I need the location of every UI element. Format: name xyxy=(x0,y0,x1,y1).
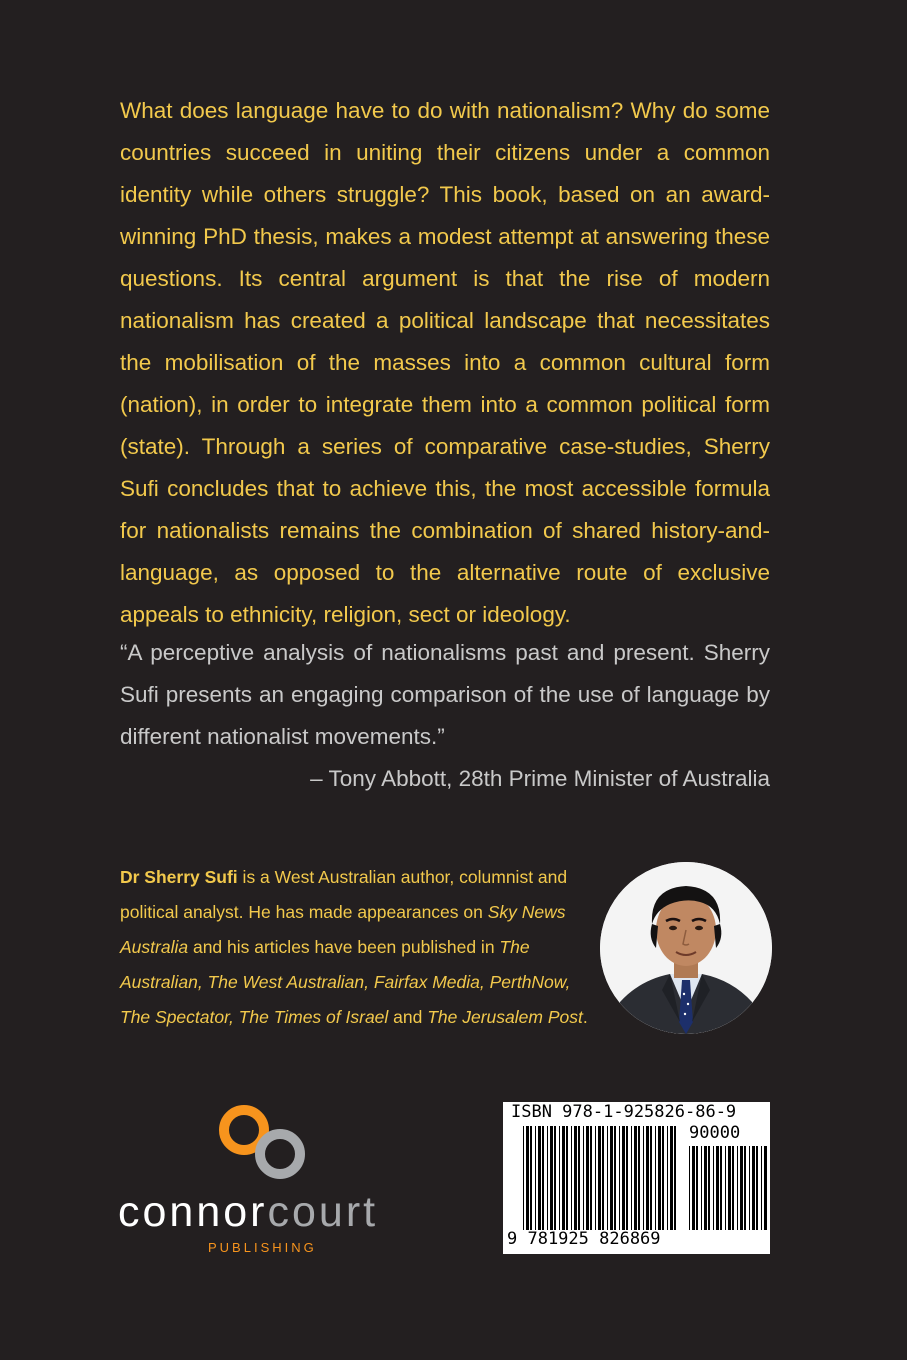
barcode-bar xyxy=(523,1126,524,1230)
barcode-bar xyxy=(655,1126,656,1230)
barcode-bar xyxy=(550,1126,553,1230)
barcode-bar xyxy=(728,1146,731,1230)
barcode-bar xyxy=(701,1146,702,1230)
bio-outlet-sky-news: Sky News Australia xyxy=(120,902,566,957)
isbn-label: ISBN 978-1-925826-86-9 xyxy=(511,1102,737,1122)
barcode-bar xyxy=(713,1146,714,1230)
bio-outlets-list: The Australian, The West Australian, Fairfax Media, PerthNow, The Spectator, The Times of Israel xyxy=(120,937,571,1027)
barcode-bar xyxy=(720,1146,722,1230)
barcode-bar xyxy=(602,1126,604,1230)
barcode-bar xyxy=(583,1126,584,1230)
bio-outlet-jerusalem-post: The Jerusalem Post xyxy=(427,1007,583,1027)
barcode-bar xyxy=(662,1126,664,1230)
isbn-barcode xyxy=(503,1102,770,1254)
barcode-bar xyxy=(634,1126,637,1230)
barcode-bar xyxy=(667,1126,668,1230)
barcode-bar xyxy=(646,1126,649,1230)
barcode-bar xyxy=(571,1126,572,1230)
bio-text-4: . xyxy=(582,1007,588,1027)
barcode-bar xyxy=(752,1146,755,1230)
barcode-bar xyxy=(708,1146,710,1230)
endorsement-attribution: – Tony Abbott, 28th Prime Minister of Australia xyxy=(310,766,770,791)
publisher-name xyxy=(118,1188,378,1237)
barcode-bar xyxy=(607,1126,608,1230)
barcode-bar xyxy=(566,1126,568,1230)
barcode-bar xyxy=(674,1126,676,1230)
barcode-bar xyxy=(595,1126,596,1230)
barcode-bar xyxy=(598,1126,601,1230)
barcode-bar xyxy=(559,1126,560,1230)
barcode-bar xyxy=(619,1126,620,1230)
barcode-bar xyxy=(689,1146,690,1230)
endorsement-quote: “A perceptive analysis of nationalisms past and present. Sherry Sufi presents an engaging comparison of the use of language by different nationalist movements.” xyxy=(120,640,770,749)
back-cover-blurb: What does language have to do with nationalism? Why do some countries succeed in uniting their citizens under a common identity while others struggle? This book, based on an award-winning PhD thesis, makes a modest attempt at answering these questions. Its central argument is that the rise of modern nationalism has created a political landscape that necessitates the mobilisation of the masses into a common cultural form (nation), in order to integrate them into a common political form (state). Through a series of comparative case-studies, Sherry Sufi concludes that to achieve this, the most accessible formula for nationalists remains the combination of shared history-and-language, as opposed to the alternative route of exclusive appeals to ethnicity, religion, sect or ideology. xyxy=(120,98,770,627)
barcode-bar xyxy=(586,1126,589,1230)
barcode-bar xyxy=(554,1126,556,1230)
barcode-bar xyxy=(732,1146,734,1230)
barcode-bar xyxy=(631,1126,632,1230)
barcode-bar xyxy=(626,1126,628,1230)
barcode-bar xyxy=(749,1146,750,1230)
barcode-bar xyxy=(740,1146,743,1230)
ean-digits: 9 781925 826869 xyxy=(507,1229,661,1249)
publisher-name-part2: court xyxy=(267,1188,379,1236)
barcode-bar xyxy=(622,1126,625,1230)
barcode-bar xyxy=(670,1126,673,1230)
barcode-bar xyxy=(704,1146,707,1230)
barcode-bar xyxy=(578,1126,580,1230)
barcode-bar xyxy=(638,1126,640,1230)
barcode-bar xyxy=(650,1126,652,1230)
barcode-bar xyxy=(526,1126,529,1230)
barcode-bar xyxy=(643,1126,644,1230)
publisher-tagline: PUBLISHING xyxy=(208,1240,317,1255)
barcode-bar xyxy=(737,1146,738,1230)
author-bio xyxy=(120,860,590,1035)
barcode-bar xyxy=(547,1126,548,1230)
barcode-bar xyxy=(696,1146,698,1230)
bio-text-3: and xyxy=(388,1007,428,1027)
barcode-bar xyxy=(542,1126,544,1230)
bio-text-2: and his articles have been published in xyxy=(188,937,500,957)
barcode-bar xyxy=(535,1126,536,1230)
barcode-bar xyxy=(744,1146,746,1230)
barcode-bar xyxy=(716,1146,719,1230)
price-code: 90000 xyxy=(689,1123,741,1143)
author-name: Dr Sherry Sufi xyxy=(120,867,238,887)
barcode-bar xyxy=(725,1146,726,1230)
author-photo xyxy=(600,862,772,1034)
barcode-bar xyxy=(692,1146,695,1230)
barcode-bar xyxy=(610,1126,613,1230)
barcode-bar xyxy=(761,1146,762,1230)
barcode-bar xyxy=(574,1126,577,1230)
barcode-bar xyxy=(530,1126,532,1230)
publisher-name-part1: connor xyxy=(118,1188,268,1236)
barcode-bar xyxy=(764,1146,767,1230)
barcode-bar xyxy=(562,1126,565,1230)
barcode-bar xyxy=(614,1126,616,1230)
barcode-bar xyxy=(590,1126,592,1230)
logo-rings-icon xyxy=(110,1100,430,1190)
bio-text-1: is a West Australian author, columnist and political analyst. He has made appearances on xyxy=(120,867,568,922)
barcode-bar xyxy=(756,1146,758,1230)
barcode-bar xyxy=(538,1126,541,1230)
barcode-bar xyxy=(658,1126,661,1230)
